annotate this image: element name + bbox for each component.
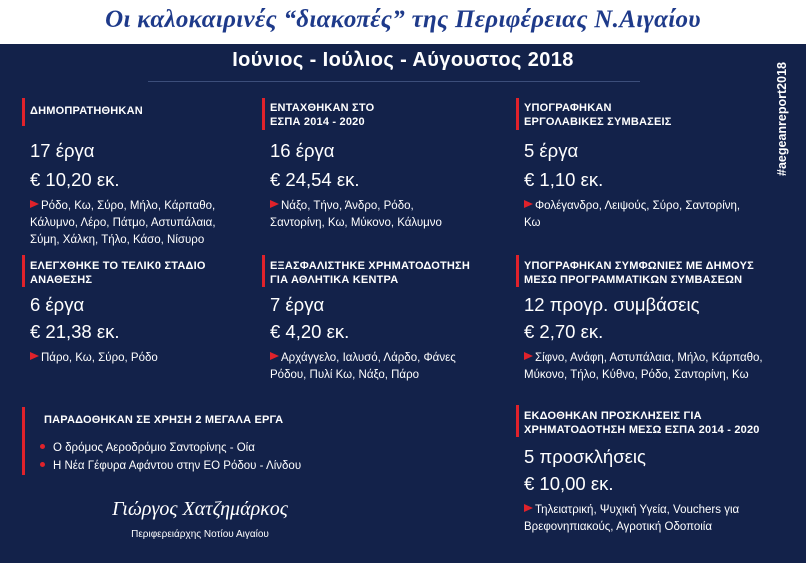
places-line: Φολέγανδρο, Λειψούς, Σύρο, Σαντορίνη,: [524, 198, 740, 215]
card-title: [270, 101, 374, 129]
arrow-icon: [524, 504, 533, 512]
accent-bar: [262, 98, 265, 130]
signature-name: Γιώργος Χατζημάρκος: [112, 498, 288, 520]
card-amount: € 10,20 εκ.: [30, 169, 120, 190]
card-title-line: ΕΚΔΟΘΗΚΑΝ ΠΡΟΣΚΛΗΣΕΙΣ ΓΙΑ: [524, 410, 702, 422]
accent-bar: [516, 255, 519, 287]
places-line: Ρόδου, Πυλί Κω, Νάξο, Πάρο: [270, 369, 420, 381]
accent-bar: [22, 98, 25, 126]
card-amount: € 1,10 εκ.: [524, 169, 604, 190]
card-title-line: ΥΠΟΓΡΑΦΗΚΑΝ ΣΥΜΦΩΝΙΕΣ ΜΕ ΔΗΜΟΥΣ: [524, 260, 754, 272]
arrow-icon: [270, 200, 279, 208]
card-final-stage: [22, 255, 252, 385]
card-count: 16 έργα: [270, 140, 335, 161]
arrow-icon: [524, 352, 533, 360]
places-line: Αρχάγγελο, Ιαλυσό, Λάρδο, Φάνες: [270, 350, 456, 367]
card-places: [524, 198, 740, 232]
accent-bar: [22, 255, 25, 287]
card-count: 12 προγρ. συμβάσεις: [524, 294, 700, 315]
bullet-icon: [40, 462, 45, 467]
page-title: Οι καλοκαιρινές “διακοπές” της Περιφέρειας Ν.Αιγαίου: [105, 6, 701, 33]
card-title-line: ΕΡΓΟΛΑΒΙΚΕΣ ΣΥΜΒΑΣΕΙΣ: [524, 116, 672, 128]
card-count: 5 έργα: [524, 140, 579, 161]
arrow-icon: [270, 352, 279, 360]
arrow-icon: [524, 200, 533, 208]
places-line: Τηλειατρική, Ψυχική Υγεία, Vouchers για: [524, 502, 739, 519]
card-title-line: ΕΣΠΑ 2014 - 2020: [270, 116, 365, 128]
delivered-item: Ο δρόμος Αεροδρόμιο Σαντορίνης - Οία: [40, 442, 255, 454]
places-line: Κω: [524, 217, 541, 229]
delivered-title: ΠΑΡΑΔΟΘΗΚΑΝ ΣΕ ΧΡΗΣΗ 2 ΜΕΓΑΛΑ ΕΡΓΑ: [44, 414, 284, 426]
places-line: Μύκονο, Τήλο, Κύθνο, Ρόδο, Σαντορίνη, Κω: [524, 369, 749, 381]
card-places: [30, 198, 216, 249]
card-count: 6 έργα: [30, 294, 85, 315]
places-line: Κάλυμνο, Λέρο, Πάτμο, Αστυπάλαια,: [30, 217, 216, 229]
card-auctioned: [22, 98, 252, 248]
card-title-line: ΕΞΑΣΦΑΛΙΣΤΗΚΕ ΧΡΗΜΑΤΟΔΟΤΗΣΗ: [270, 260, 471, 272]
places-line: Πάρο, Κω, Σύρο, Ρόδο: [30, 350, 158, 367]
places-line: Σίφνο, Ανάφη, Αστυπάλαια, Μήλο, Κάρπαθο,: [524, 350, 763, 367]
accent-bar: [22, 407, 25, 475]
card-title-line: ΔΗΜΟΠΡΑΤΗΘΗΚΑΝ: [30, 105, 143, 117]
card-count: 5 προσκλήσεις: [524, 446, 646, 467]
card-title: [524, 259, 754, 287]
arrow-icon: [30, 352, 39, 360]
card-title-line: ΓΙΑ ΑΘΛΗΤΙΚΑ ΚΕΝΤΡΑ: [270, 274, 399, 286]
accent-bar: [262, 255, 265, 287]
card-title-line: ΑΝΑΘΕΣΗΣ: [30, 274, 93, 286]
accent-bar: [516, 405, 519, 437]
card-contracts-signed: [516, 98, 766, 248]
card-count: 7 έργα: [270, 294, 325, 315]
card-title-line: ΥΠΟΓΡΑΦΗΚΑΝ: [524, 102, 612, 114]
card-places: [30, 350, 158, 367]
card-places: [270, 350, 456, 384]
card-title: [524, 101, 672, 129]
signature-role: Περιφερειάρχης Νοτίου Αιγαίου: [131, 529, 269, 540]
places-line: Ρόδο, Κω, Σύρο, Μήλο, Κάρπαθο,: [30, 198, 216, 215]
hashtag-vertical: [770, 50, 794, 198]
card-title-line: ΕΝΤΑΧΘΗΚΑΝ ΣΤΟ: [270, 102, 375, 114]
card-amount: € 21,38 εκ.: [30, 321, 120, 342]
card-title: [524, 409, 760, 437]
period-heading: Ιούνιος - Ιούλιος - Αύγουστος 2018: [232, 49, 574, 71]
card-title: [270, 259, 470, 287]
card-title-line: ΧΡΗΜΑΤΟΔΟΤΗΣΗ ΜΕΣΩ ΕΣΠΑ 2014 - 2020: [524, 424, 760, 436]
card-espa-calls: [516, 405, 786, 535]
delivered-item: Η Νέα Γέφυρα Αφάντου στην ΕΟ Ρόδου - Λίνδου: [40, 460, 301, 472]
hashtag-text: #aegeanreport2018: [775, 62, 789, 176]
card-amount: € 24,54 εκ.: [270, 169, 360, 190]
places-line: Σύμη, Χάλκη, Τήλο, Κάσο, Νίσυρο: [30, 234, 205, 246]
places-line: Βρεφονηπιακούς, Αγροτική Οδοποιία: [524, 521, 712, 533]
card-included-espa: [262, 98, 502, 248]
card-municipal-agreements: [516, 255, 786, 385]
card-count: 17 έργα: [30, 140, 95, 161]
places-line: Σαντορίνη, Κω, Μύκονο, Κάλυμνο: [270, 217, 442, 229]
card-title: [30, 259, 206, 287]
card-places: [270, 198, 442, 232]
card-title-line: ΕΛΕΓΧΘΗΚΕ ΤΟ ΤΕΛΙΚ0 ΣΤΑΔΙΟ: [30, 260, 206, 272]
card-amount: € 2,70 εκ.: [524, 321, 604, 342]
arrow-icon: [30, 200, 39, 208]
period-divider: [148, 81, 640, 82]
bullet-icon: [40, 444, 45, 449]
card-amount: € 4,20 εκ.: [270, 321, 350, 342]
places-line: Νάξο, Τήνο, Άνδρο, Ρόδο,: [270, 198, 442, 215]
card-sports-centers: [262, 255, 507, 385]
card-places: [524, 502, 739, 536]
accent-bar: [516, 98, 519, 130]
card-amount: € 10,00 εκ.: [524, 473, 614, 494]
card-title-line: ΜΕΣΩ ΠΡΟΓΡΑΜΜΑΤΙΚΩΝ ΣΥΜΒΑΣΕΩΝ: [524, 274, 743, 286]
card-places: [524, 350, 763, 384]
card-title: [30, 104, 143, 118]
